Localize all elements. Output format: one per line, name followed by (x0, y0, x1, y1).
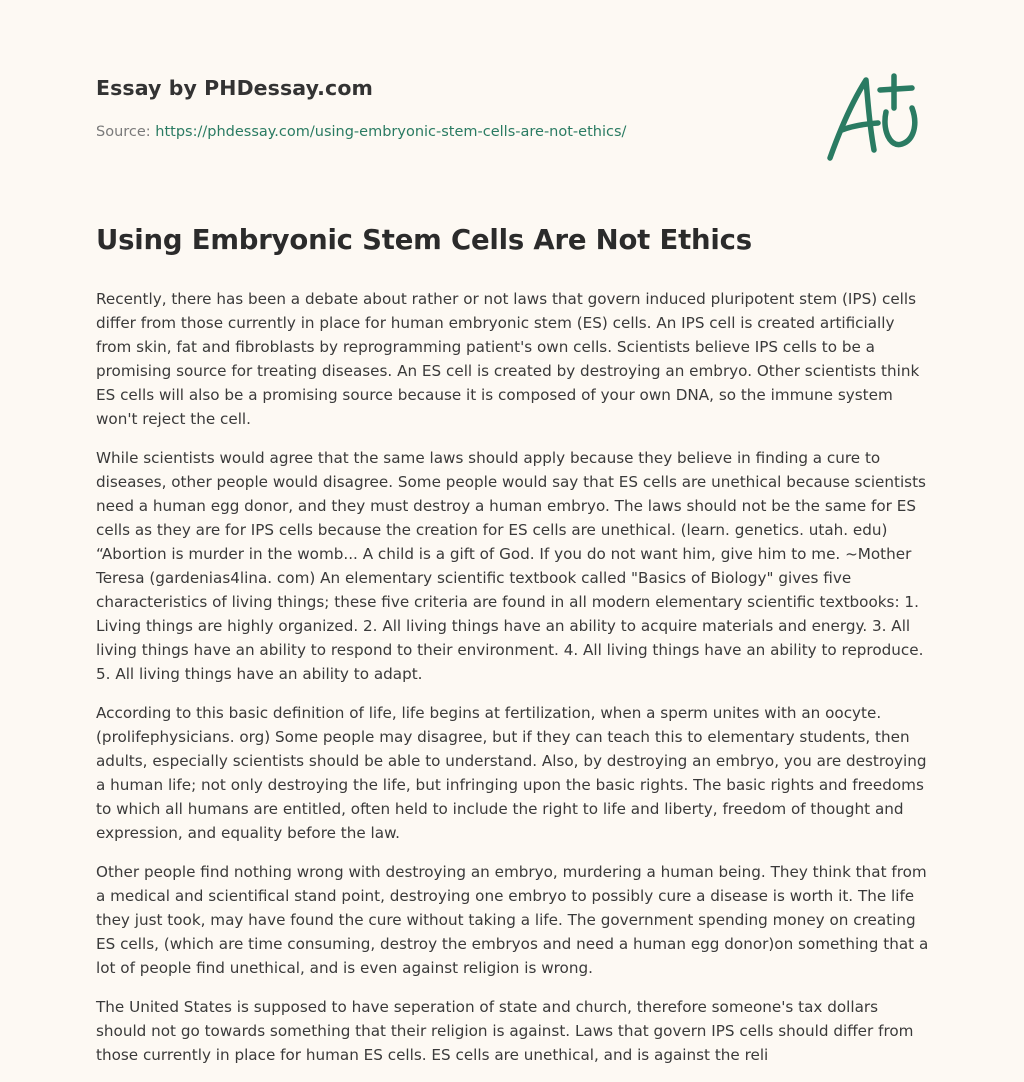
essay-title: Using Embryonic Stem Cells Are Not Ethics (96, 224, 752, 256)
essay-paragraph: According to this basic definition of life, life begins at fertilization, when a sperm unites with an oocyte. (prolifephysicians. org) Some people may disagree, but if they can teach this to elementary students, then adults, especially scientists should be able to understand. Also, by destroying an embryo, you are destroying a human life; not only destroying the life, but infringing upon the basic rights. The basic rights and freedoms to which all humans are entitled, often held to include the right to life and liberty, freedom of thought and expression, and equality before the law. (96, 704, 927, 842)
source-label: Source: (96, 124, 156, 140)
essay-paragraph: Recently, there has been a debate about rather or not laws that govern induced pluripotent stem (IPS) cells differ from those currently in place for human embryonic stem (ES) cells. An IPS cell is created artificially from skin, fat and fibroblasts by reprogramming patient's own cells. Scientists believe IPS cells to be a promising source for treating diseases. An ES cell is created by destroying an embryo. Other scientists think ES cells will also be a promising source because it is composed of your own DNA, so the immune system won't reject the cell. (96, 290, 920, 428)
a-plus-logo-icon (822, 68, 926, 164)
site-brand: Essay by PHDessay.com (96, 76, 373, 100)
essay-paragraph: The United States is supposed to have seperation of state and church, therefore someone's tax dollars should not go towards something that their religion is against. Laws that govern IPS cells should differ from those currently in place for human ES cells. ES cells are unethical, and is against the reli (96, 998, 914, 1064)
essay-body (96, 287, 932, 1082)
source-link[interactable]: https://phdessay.com/using-embryonic-stem-cells-are-not-ethics/ (155, 124, 627, 140)
essay-paragraph: Other people find nothing wrong with destroying an embryo, murdering a human being. They think that from a medical and scientifical stand point, destroying one embryo to possibly cure a disease is worth it. The life they just took, may have found the cure without taking a life. The government spending money on creating ES cells, (which are time consuming, destroy the embryos and need a human egg donor)on something that a lot of people find unethical, and is even against religion is wrong. (96, 863, 929, 977)
essay-paragraph: While scientists would agree that the same laws should apply because they believe in finding a cure to diseases, other people would disagree. Some people would say that ES cells are unethical because scientists need a human egg donor, and they must destroy a human embryo. The laws should not be the same for ES cells as they are for IPS cells because the creation for ES cells are unethical. (learn. genetics. utah. edu) “Abortion is murder in the womb... A child is a gift of God. If you do not want him, give him to me. ~Mother Teresa (gardenias4lina. com) An elementary scientific textbook called "Basics of Biology" gives five characteristics of living things; these five criteria are found in all modern elementary scientific textbooks: 1. Living things are highly organized. 2. All living things have an ability to acquire materials and energy. 3. All living things have an ability to respond to their environment. 4. All living things have an ability to reproduce. 5. All living things have an ability to adapt. (96, 449, 926, 683)
source-line (96, 124, 626, 140)
